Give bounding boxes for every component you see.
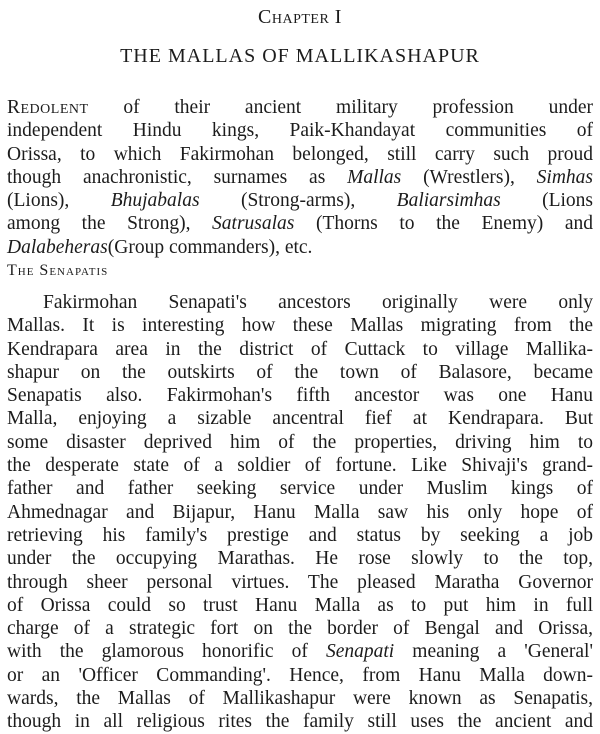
body-line-11: retrieving his family's prestige and status by seeking a job	[7, 524, 593, 546]
intro-line-5: (Lions), Bhujabalas (Strong-arms), Baliarsimhas (Lions	[7, 190, 593, 212]
body-line-17: or an 'Officer Commanding'. Hence, from Hanu Malla down-	[7, 664, 593, 686]
body-line-4: shapur on the outskirts of the town of Balasore, became	[7, 361, 593, 383]
body-line-13: through sheer personal virtues. The pleased Maratha Governor	[7, 571, 593, 593]
intro-line-4: though anachronistic, surnames as Mallas (Wrestlers), Simhas	[7, 166, 594, 188]
body-line-10: Ahmednagar and Bijapur, Hanu Malla saw his only hope of	[7, 501, 593, 523]
chapter-title: THE MALLAS OF MALLIKASHAPUR	[120, 45, 480, 67]
body-line-14: of Orissa could so trust Hanu Malla as to put him in full	[7, 594, 593, 616]
body-line-9: father and father seeking service under Muslim kings of	[7, 478, 593, 500]
section-heading: The Senapatis	[7, 262, 109, 279]
body-line-6: Malla, enjoying a sizable ancentral fief at Kendrapara. But	[7, 408, 593, 430]
body-line-19: though in all religious rites the family still uses the ancient and	[7, 711, 593, 733]
body-line-12: under the occupying Marathas. He rose slowly to the top,	[7, 548, 593, 570]
body-line-16: with the glamorous honorific of Senapati meaning a 'General'	[7, 641, 593, 663]
senapatis-paragraph	[7, 291, 593, 734]
intro-line-6: among the Strong), Satrusalas (Thorns to the Enemy) and	[7, 213, 593, 235]
intro-lead-word: Redolent	[7, 97, 89, 118]
chapter-label: Chapter I	[258, 6, 342, 28]
intro-line-3: Orissa, to which Fakirmohan belonged, still carry such proud	[7, 143, 593, 165]
body-line-7: some disaster deprived him of the properties, driving him to	[7, 431, 593, 453]
intro-line-2: independent Hindu kings, Paik-Khandayat communities of	[7, 120, 593, 142]
intro-paragraph	[7, 96, 593, 259]
body-line-5: Senapatis also. Fakirmohan's fifth ancestor was one Hanu	[7, 385, 593, 407]
body-line-15: charge of a strategic fort on the border of Bengal and Orissa,	[7, 618, 593, 640]
intro-line-1: Redolent of their ancient military profession under	[7, 97, 593, 118]
body-line-2: Mallas. It is interesting how these Mallas migrating from the	[7, 315, 593, 337]
body-line-8: the desperate state of a soldier of fortune. Like Shivaji's grand-	[7, 455, 593, 477]
body-line-1: Fakirmohan Senapati's ancestors originally were only	[43, 292, 593, 313]
intro-line-7: Dalabeheras(Group commanders), etc.	[7, 236, 313, 258]
body-line-3: Kendrapara area in the district of Cuttack to village Mallika-	[7, 338, 593, 360]
body-line-18: wards, the Mallas of Mallikashapur were known as Senapatis,	[7, 688, 593, 710]
